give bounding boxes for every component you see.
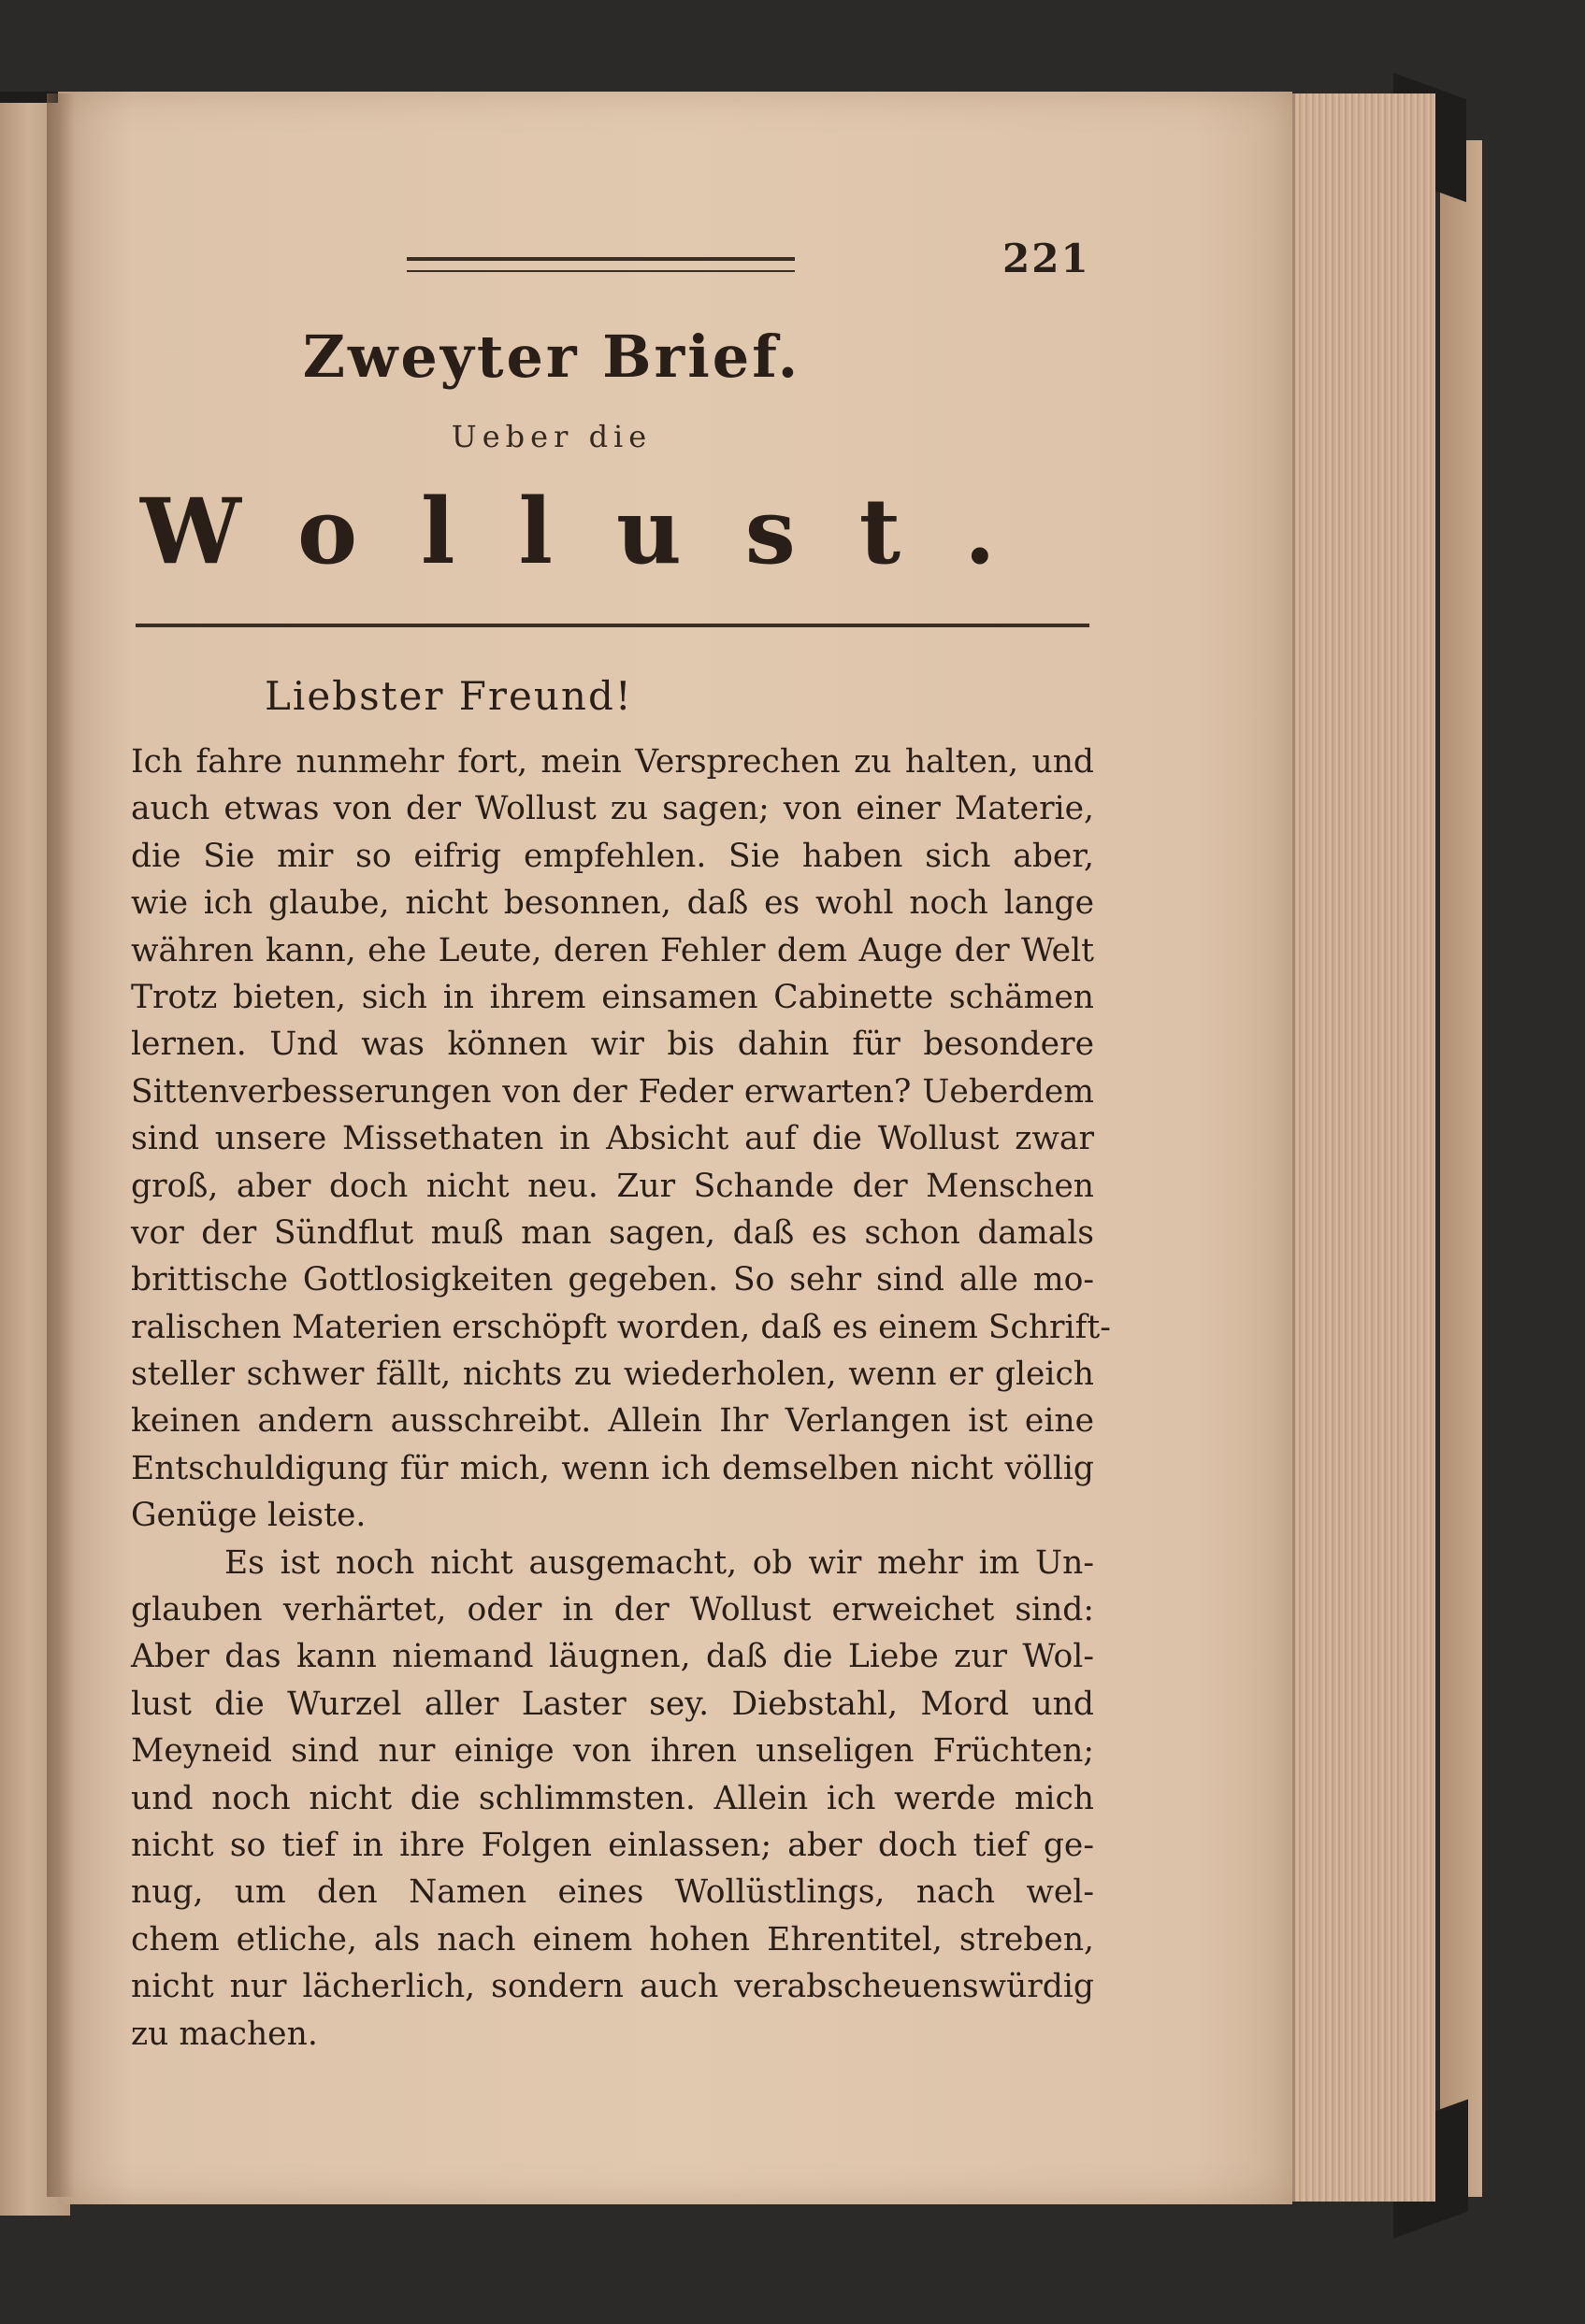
- text-line: auch etwas von der Wollust zu sagen; von einer Materie,: [131, 790, 1094, 828]
- text-line: ralischen Materien erschöpft worden, daß es einem Schrift-: [131, 1308, 1111, 1346]
- text-line: steller schwer fällt, nichts zu wiederholen, wenn er gleich: [131, 1356, 1094, 1394]
- page-block-edge: [1292, 93, 1435, 2202]
- text-line: Entschuldigung für mich, wenn ich demselben nicht völlig: [131, 1449, 1094, 1487]
- paragraph-2: [131, 1540, 1094, 2058]
- book-cover-edge: [1440, 140, 1482, 2197]
- text-line: Genüge leiste.: [131, 1497, 367, 1535]
- text-line: Ich fahre nunmehr fort, mein Versprechen zu halten, und: [131, 743, 1094, 781]
- text-line: glauben verhärtet, oder in der Wollust erweichet sind:: [131, 1591, 1094, 1629]
- header-rule: [407, 257, 795, 272]
- text-line: wie ich glaube, nicht besonnen, daß es wohl noch lange: [131, 884, 1094, 923]
- text-line: lernen. Und was können wir bis dahin für besondere: [131, 1026, 1094, 1064]
- text-line: Es ist noch nicht ausgemacht, ob wir mehr im Un-: [224, 1543, 1094, 1582]
- text-line: nicht so tief in ihre Folgen einlassen; aber doch tief ge-: [131, 1826, 1094, 1864]
- text-line: vor der Sündflut muß man sagen, daß es schon damals: [131, 1213, 1094, 1252]
- chapter-subtitle: Ueber die: [451, 419, 653, 454]
- text-line: groß, aber doch nicht neu. Zur Schande der Menschen: [131, 1167, 1094, 1205]
- text-line: die Sie mir so eifrig empfehlen. Sie haben sich aber,: [131, 837, 1094, 875]
- section-rule: [136, 624, 1089, 627]
- chapter-title: Zweyter Brief.: [302, 323, 801, 391]
- text-line: Trotz bieten, sich in ihrem einsamen Cabinette schämen: [131, 978, 1094, 1016]
- text-line: Aber das kann niemand läugnen, daß die Liebe zur Wol-: [131, 1638, 1094, 1676]
- binding-gutter: [47, 93, 75, 2197]
- text-line: nicht nur lächerlich, sondern auch verabscheuenswürdig: [131, 1968, 1094, 2006]
- chapter-headline: Wollust.: [140, 479, 1059, 584]
- text-line: zu machen.: [131, 2015, 318, 2053]
- text-line: Sittenverbesserungen von der Feder erwarten? Ueberdem: [131, 1072, 1094, 1111]
- paragraph-1: [131, 739, 1111, 1540]
- text-line: und noch nicht die schlimmsten. Allein ich werde mich: [131, 1779, 1094, 1817]
- text-line: nug, um den Namen eines Wollüstlings, nach wel-: [131, 1873, 1094, 1912]
- letter-body: [131, 739, 1111, 2058]
- text-line: währen kann, ehe Leute, deren Fehler dem Auge der Welt: [131, 931, 1094, 969]
- text-line: chem etliche, als nach einem hohen Ehrentitel, streben,: [131, 1920, 1094, 1958]
- text-line: brittische Gottlosigkeiten gegeben. So sehr sind alle mo-: [131, 1261, 1094, 1299]
- salutation: Liebster Freund!: [265, 673, 633, 719]
- text-line: lust die Wurzel aller Laster sey. Diebstahl, Mord und: [131, 1685, 1094, 1723]
- text-line: keinen andern ausschreibt. Allein Ihr Verlangen ist eine: [131, 1402, 1094, 1441]
- text-line: Meyneid sind nur einige von ihren unseligen Früchten;: [131, 1732, 1094, 1771]
- page-number: 221: [1002, 236, 1090, 281]
- text-line: sind unsere Missethaten in Absicht auf die Wollust zwar: [131, 1120, 1094, 1158]
